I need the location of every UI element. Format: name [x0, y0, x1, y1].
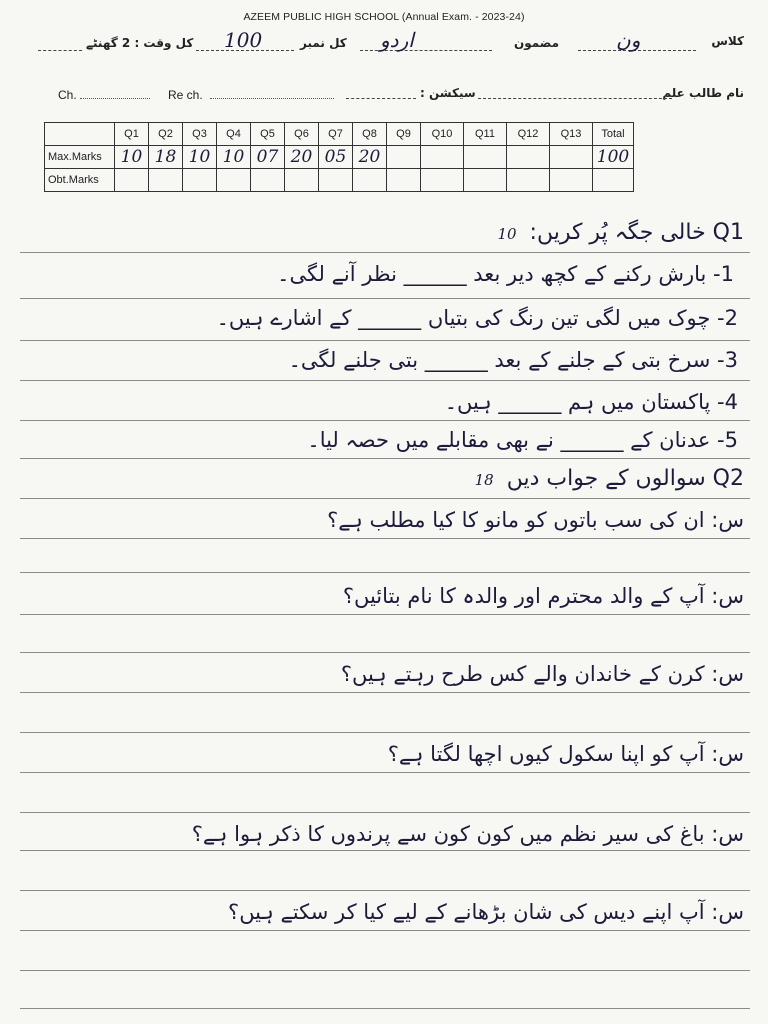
ruled-line	[20, 1008, 750, 1009]
question-2-item: س: آپ کو اپنا سکول کیوں اچھا لگتا ہے؟	[387, 742, 744, 766]
rech-field-line	[210, 98, 334, 99]
max-mark-cell: 10	[115, 146, 149, 169]
max-mark-cell: 07	[251, 146, 285, 169]
max-mark-cell	[550, 146, 593, 169]
max-mark-cell: 05	[319, 146, 353, 169]
school-title: AZEEM PUBLIC HIGH SCHOOL (Annual Exam. - 2023-24)	[243, 11, 525, 23]
student-name-label: نام طالب علم	[662, 86, 744, 100]
question-1-heading-text: Q1 خالی جگہ پُر کریں:	[529, 220, 744, 245]
column-header: Q8	[353, 123, 387, 146]
ruled-line	[20, 614, 750, 615]
obt-mark-cell	[183, 169, 217, 192]
max-mark-cell	[387, 146, 421, 169]
obt-mark-cell	[550, 169, 593, 192]
ruled-line	[20, 340, 750, 341]
question-2-item: س: آپ کے والد محترم اور والدہ کا نام بتائیں؟	[342, 584, 744, 608]
row-label: Obt.Marks	[45, 169, 115, 192]
obt-mark-cell	[507, 169, 550, 192]
obt-mark-cell	[285, 169, 319, 192]
column-header: Q6	[285, 123, 319, 146]
obt-mark-cell	[464, 169, 507, 192]
header-row-name-section	[0, 86, 768, 108]
time-label: کل وقت : 2 گھنٹے	[86, 36, 194, 50]
section-field-line	[346, 98, 416, 99]
total-marks-value: 100	[224, 28, 263, 52]
max-mark-cell	[421, 146, 464, 169]
total-mark-cell: 100	[593, 146, 634, 169]
obt-mark-cell	[115, 169, 149, 192]
column-header: Q12	[507, 123, 550, 146]
ruled-line	[20, 572, 750, 573]
obt-mark-cell	[593, 169, 634, 192]
question-2-item: س: ان کی سب باتوں کو مانو کا کیا مطلب ہے؟	[327, 508, 744, 532]
ruled-line	[20, 420, 750, 421]
column-header: Q9	[387, 123, 421, 146]
question-2-heading-text: Q2 سوالوں کے جواب دیں	[506, 466, 744, 491]
column-header: Q4	[217, 123, 251, 146]
ruled-line	[20, 652, 750, 653]
question-1-item: 5- عدنان کے ______ نے بھی مقابلے میں حصہ لیا۔	[307, 428, 738, 452]
question-2-marks: 18	[474, 471, 494, 489]
question-1-item: 2- چوک میں لگی تین رنگ کی بتیاں ______ کے اشارے ہیں۔	[216, 306, 738, 330]
question-2-item: س: باغ کی سیر نظم میں کون کون سے پرندوں کا ذکر ہوا ہے؟	[191, 822, 744, 846]
marks-header-row	[45, 123, 634, 146]
obt-marks-row	[45, 169, 634, 192]
question-2-item: س: آپ اپنے دیس کی شان بڑھانے کے لیے کیا کر سکتے ہیں؟	[228, 900, 744, 924]
ruled-line	[20, 850, 750, 851]
obt-mark-cell	[149, 169, 183, 192]
column-header: Q10	[421, 123, 464, 146]
ch-label: Ch.	[58, 88, 77, 102]
rech-label: Re ch.	[168, 88, 203, 102]
student-name-field-line	[478, 98, 672, 99]
column-header: Q1	[115, 123, 149, 146]
header-row-class-subject	[0, 30, 768, 60]
ruled-line	[20, 298, 750, 299]
ruled-line	[20, 970, 750, 971]
ruled-line	[20, 498, 750, 499]
obt-mark-cell	[217, 169, 251, 192]
obt-mark-cell	[387, 169, 421, 192]
max-mark-cell: 10	[183, 146, 217, 169]
max-mark-cell: 10	[217, 146, 251, 169]
column-header: Q7	[319, 123, 353, 146]
row-label: Max.Marks	[45, 146, 115, 169]
max-mark-cell: 18	[149, 146, 183, 169]
question-1-marks: 10	[497, 225, 517, 243]
marks-table	[44, 122, 634, 192]
max-mark-cell: 20	[353, 146, 387, 169]
max-mark-cell	[507, 146, 550, 169]
class-label: کلاس	[711, 34, 744, 48]
column-header: Total	[593, 123, 634, 146]
time-field-line	[38, 50, 82, 51]
ruled-line	[20, 732, 750, 733]
total-marks-label: کل نمبر	[300, 36, 347, 50]
obt-mark-cell	[251, 169, 285, 192]
max-marks-row	[45, 146, 634, 169]
column-header: Q3	[183, 123, 217, 146]
ruled-line	[20, 538, 750, 539]
ruled-line	[20, 458, 750, 459]
ruled-line	[20, 380, 750, 381]
ruled-line	[20, 812, 750, 813]
question-2-heading	[475, 466, 744, 491]
ruled-line	[20, 252, 750, 253]
ruled-line	[20, 692, 750, 693]
subject-value: اردو	[380, 28, 414, 52]
column-header: Q2	[149, 123, 183, 146]
section-label: سیکشن :	[420, 86, 476, 100]
ruled-line	[20, 930, 750, 931]
obt-mark-cell	[319, 169, 353, 192]
max-mark-cell	[464, 146, 507, 169]
class-value: ون	[616, 28, 641, 52]
ruled-line	[20, 890, 750, 891]
column-header: Q5	[251, 123, 285, 146]
obt-mark-cell	[353, 169, 387, 192]
question-1-heading	[497, 220, 744, 245]
ruled-line	[20, 772, 750, 773]
column-header: Q13	[550, 123, 593, 146]
question-1-item: 1- بارش رکنے کے کچھ دیر بعد ______ نظر آنے لگی۔	[277, 262, 734, 286]
corner-cell	[45, 123, 115, 146]
max-mark-cell: 20	[285, 146, 319, 169]
question-1-item: 3- سرخ بتی کے جلنے کے بعد ______ بتی جلنے لگی۔	[288, 348, 738, 372]
column-header: Q11	[464, 123, 507, 146]
question-2-item: س: کرن کے خاندان والے کس طرح رہتے ہیں؟	[340, 662, 744, 686]
question-1-item: 4- پاکستان میں ہم ______ ہیں۔	[444, 390, 738, 414]
ch-field-line	[80, 98, 150, 99]
subject-label: مضمون	[514, 36, 560, 50]
obt-mark-cell	[421, 169, 464, 192]
